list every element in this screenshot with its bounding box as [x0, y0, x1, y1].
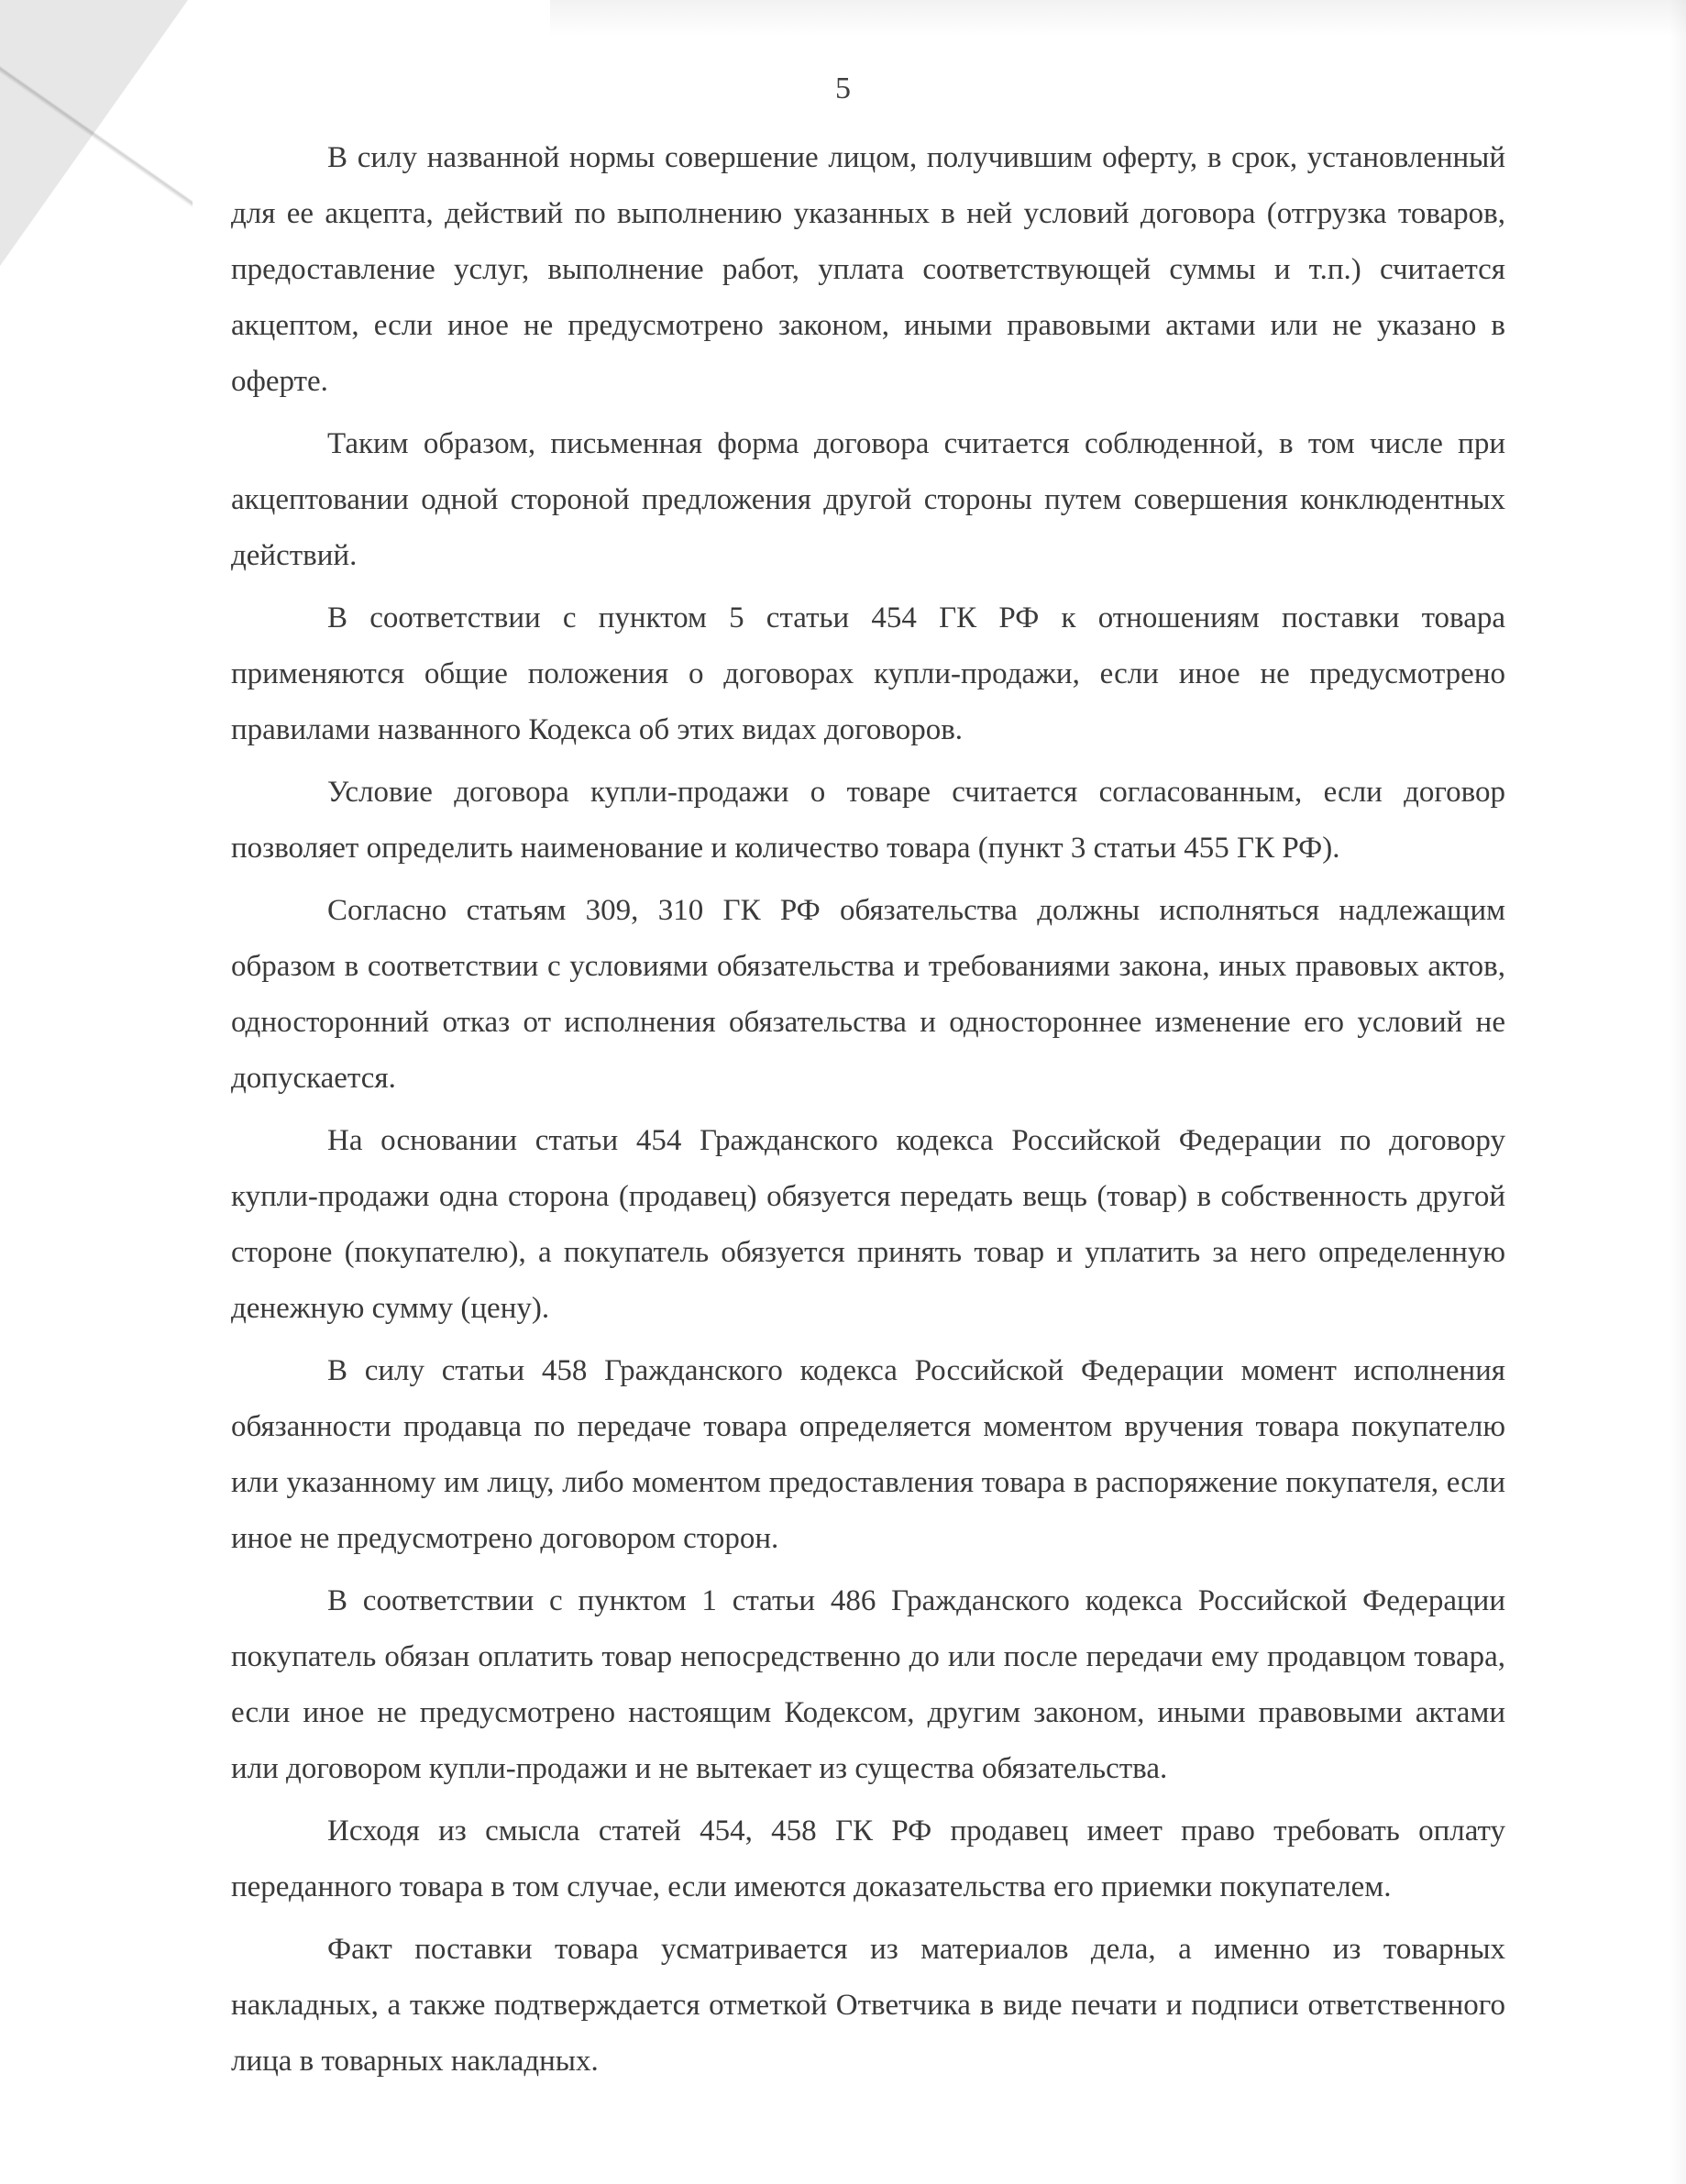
paragraph-delivery-fact: Факт поставки товара усматривается из материалов дела, а именно из товарных накладных, а также подтверждается отметкой Ответчика в виде печати и подписи ответственного лица в товарных накладных. [231, 1933, 1505, 2078]
paragraph-article-455-condition: Условие договора купли-продажи о товаре считается согласованным, если договор позволяет определить наименование и количество товара (пункт 3 статьи 455 ГК РФ). [231, 776, 1505, 865]
paragraph-articles-309-310: Согласно статьям 309, 310 ГК РФ обязательства должны исполняться надлежащим образом в соответствии с условиями обязательства и требованиями закона, иных правовых актов, односторонний отказ от исполнения обязательства и одностороннее изменение его условий не допускается. [231, 894, 1505, 1095]
paragraph-seller-right: Исходя из смысла статей 454, 458 ГК РФ продавец имеет право требовать оплату переданного товара в том случае, если имеются доказательства его приемки покупателем. [231, 1814, 1505, 1903]
scan-edge-right [1669, 0, 1686, 2184]
paragraph-article-454-sale: На основании статьи 454 Гражданского кодекса Российской Федерации по договору купли-продажи одна сторона (продавец) обязуется передать вещь (товар) в собственность другой стороне (покупателю), а покупатель обязуется принять товар и уплатить за него определенную денежную сумму (цену). [231, 1124, 1505, 1325]
document-body [231, 130, 1505, 2096]
folded-page-corner [0, 0, 188, 266]
paragraph-article-458: В силу статьи 458 Гражданского кодекса Российской Федерации момент исполнения обязанности продавца по передаче товара определяется моментом вручения товара покупателю или указанному им лицу, либо моментом предоставления товара в распоряжение покупателя, если иное не предусмотрено договором сторон. [231, 1354, 1505, 1555]
scan-edge-top [550, 0, 1686, 37]
page-number: 5 [835, 72, 851, 105]
paragraph-article-454-supply: В соответствии с пунктом 5 статьи 454 ГК РФ к отношениям поставки товара применяются общие положения о договорах купли-продажи, если иное не предусмотрено правилами названного Кодекса об этих видах договоров. [231, 601, 1505, 746]
paragraph-written-form: Таким образом, письменная форма договора считается соблюденной, в том числе при акцептовании одной стороной предложения другой стороны путем совершения конклюдентных действий. [231, 427, 1505, 572]
paragraph-offer-acceptance: В силу названной нормы совершение лицом, получившим оферту, в срок, установленный для ее акцепта, действий по выполнению указанных в ней условий договора (отгрузка товаров, предоставление услуг, выполнение работ, уплата соответствующей суммы и т.п.) считается акцептом, если иное не предусмотрено законом, иными правовыми актами или не указано в оферте. [231, 141, 1505, 398]
paragraph-article-486: В соответствии с пунктом 1 статьи 486 Гражданского кодекса Российской Федерации покупатель обязан оплатить товар непосредственно до или после передачи ему продавцом товара, если иное не предусмотрено настоящим Кодексом, другим законом, иными правовыми актами или договором купли-продажи и не вытекает из существа обязательства. [231, 1584, 1505, 1785]
